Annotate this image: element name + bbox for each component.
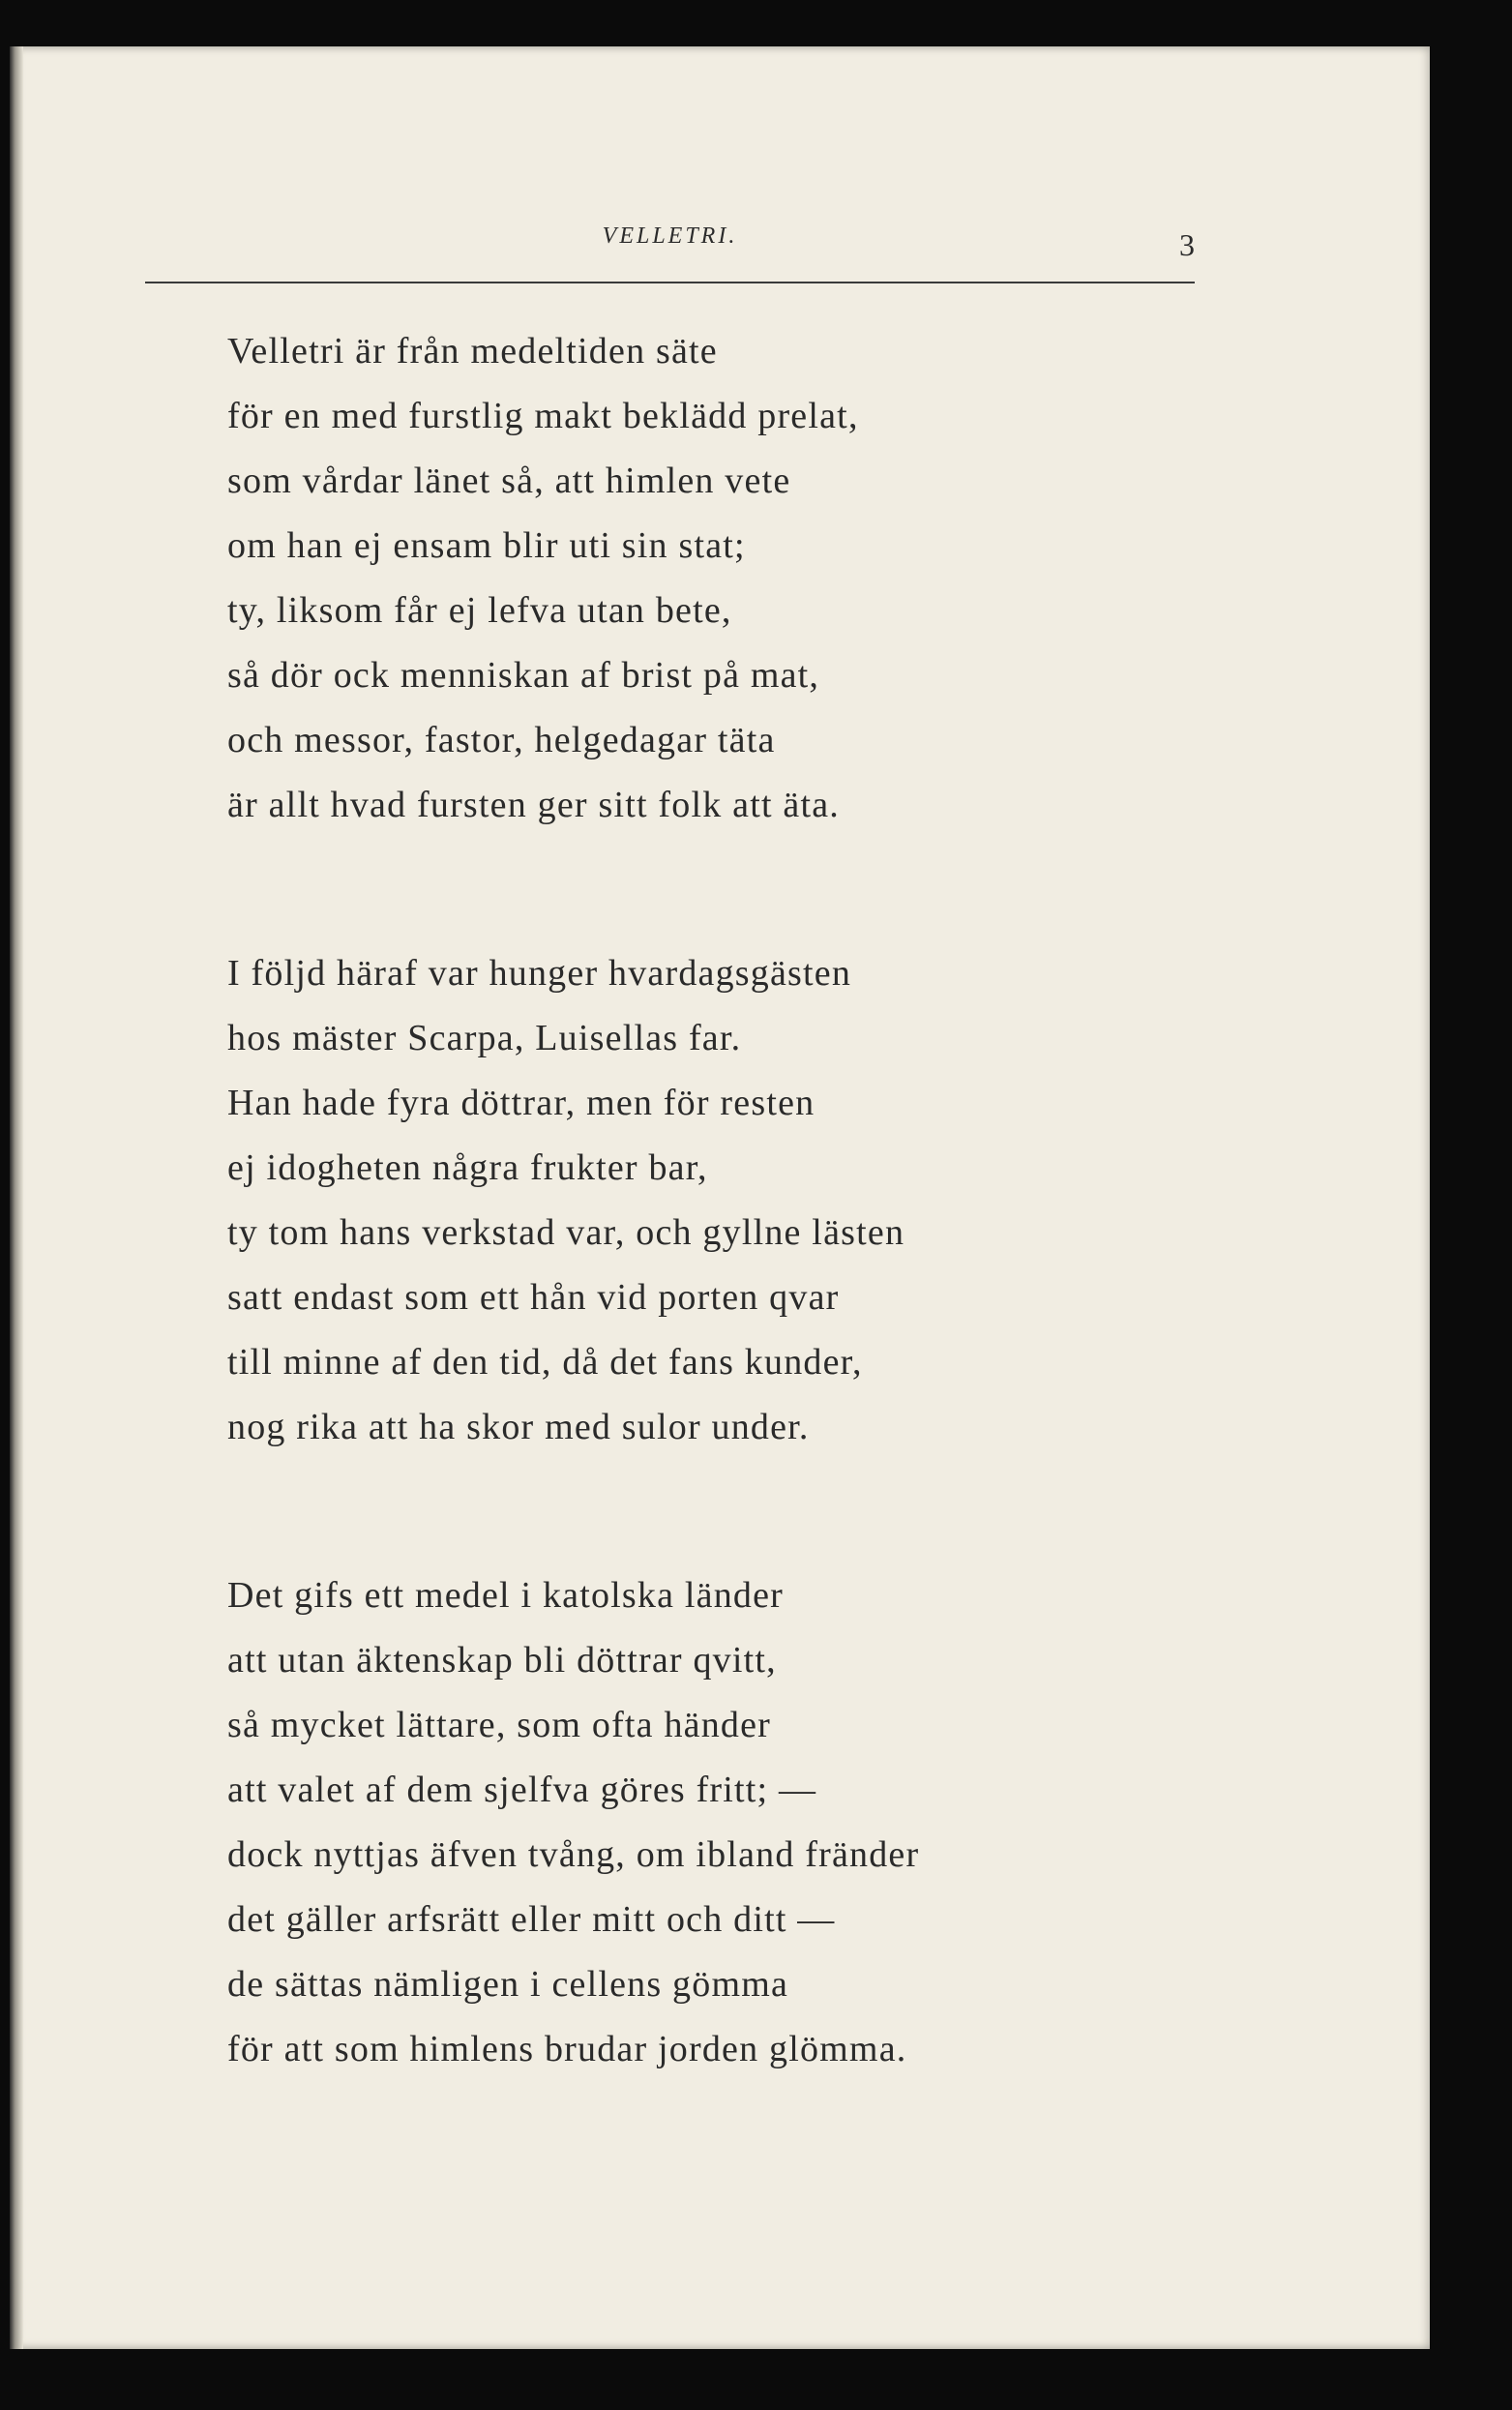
verse-line: Det gifs ett medel i katolska länder <box>227 1575 785 1616</box>
verse-line: satt endast som ett hån vid porten qvar <box>227 1277 840 1318</box>
poem-text <box>227 319 1195 2186</box>
page-number: 3 <box>1179 227 1195 262</box>
verse-line: dock nyttjas äfven tvång, om ibland fränder <box>227 1834 920 1875</box>
verse-line: I följd häraf var hunger hvardagsgästen <box>227 953 852 994</box>
verse-line: för en med furstlig makt beklädd prelat, <box>227 396 859 436</box>
stanza-1 <box>227 319 1195 838</box>
verse-line: är allt hvad fursten ger sitt folk att äta. <box>227 785 841 825</box>
page-gutter-edge <box>10 46 23 2349</box>
verse-line: hos mäster Scarpa, Luisellas far. <box>227 1018 742 1058</box>
verse-line: ej idogheten några frukter bar, <box>227 1147 708 1188</box>
verse-line: för att som himlens brudar jorden glömma. <box>227 2029 907 2069</box>
verse-line: ty tom hans verkstad var, och gyllne lästen <box>227 1212 905 1253</box>
verse-line: att utan äktenskap bli döttrar qvitt, <box>227 1640 777 1681</box>
verse-line: nog rika att ha skor med sulor under. <box>227 1407 810 1447</box>
verse-line: att valet af dem sjelfva göres fritt; — <box>227 1770 817 1810</box>
verse-line: Velletri är från medeltiden säte <box>227 331 718 372</box>
verse-line: Han hade fyra döttrar, men för resten <box>227 1083 815 1123</box>
verse-line: så mycket lättare, som ofta händer <box>227 1705 772 1745</box>
header-rule <box>145 282 1195 283</box>
verse-line: ty, liksom får ej lefva utan bete, <box>227 590 732 631</box>
running-title: VELLETRI. <box>602 223 738 249</box>
stanza-2 <box>227 941 1195 1460</box>
verse-line: de sättas nämligen i cellens gömma <box>227 1964 789 2005</box>
verse-line: till minne af den tid, då det fans kunder, <box>227 1342 863 1383</box>
verse-line: som vårdar länet så, att himlen vete <box>227 461 791 501</box>
stanza-3 <box>227 1563 1195 2082</box>
verse-line: så dör ock menniskan af brist på mat, <box>227 655 820 696</box>
verse-line: och messor, fastor, helgedagar täta <box>227 720 776 760</box>
verse-line: om han ej ensam blir uti sin stat; <box>227 525 746 566</box>
page-header <box>145 216 1195 283</box>
verse-line: det gäller arfsrätt eller mitt och ditt — <box>227 1899 836 1940</box>
